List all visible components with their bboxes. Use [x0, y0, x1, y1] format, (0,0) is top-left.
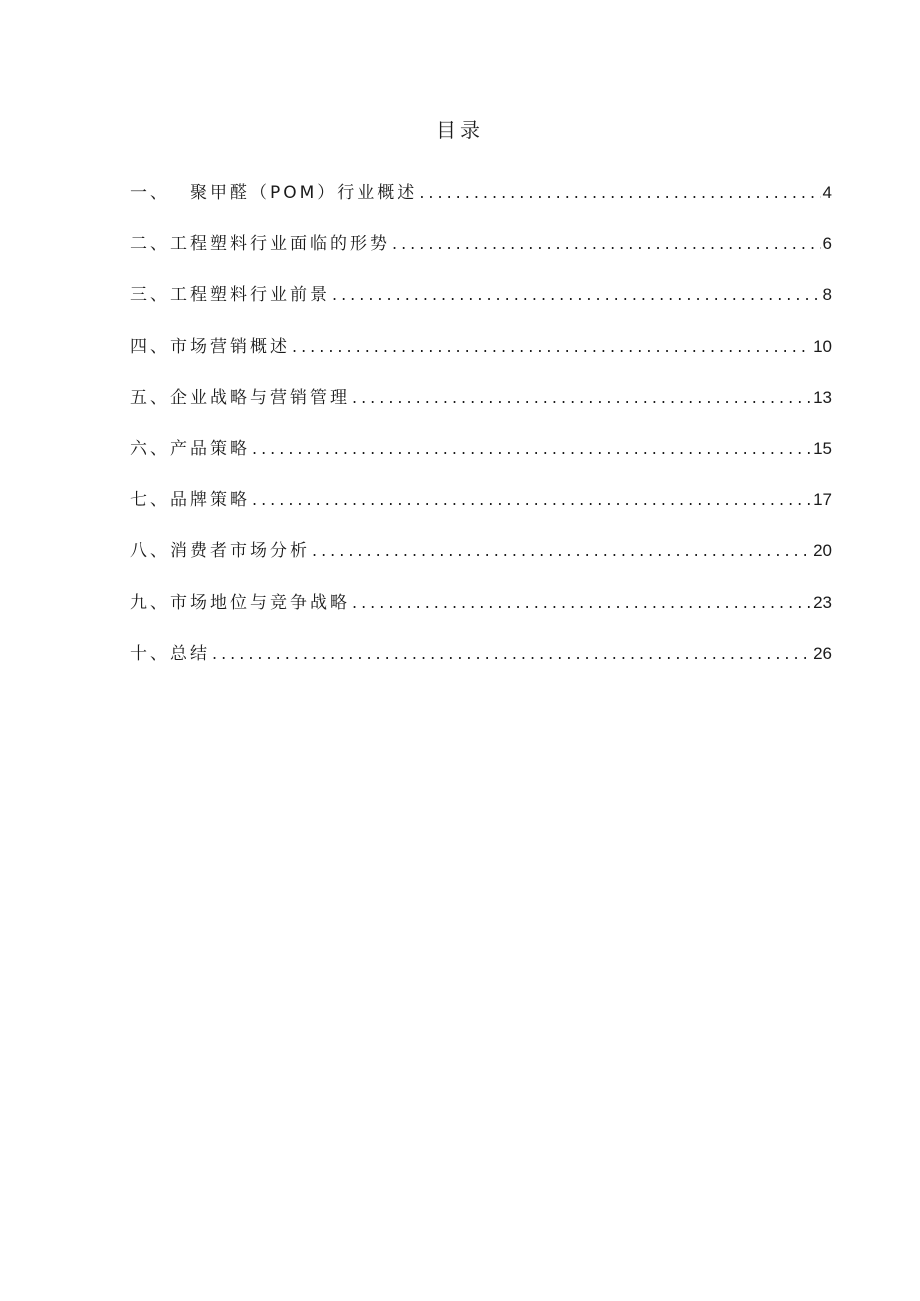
toc-entry[interactable]	[130, 227, 832, 278]
toc-entry-number: 七、	[130, 490, 170, 511]
toc-dot-leader	[252, 483, 811, 517]
toc-entry-number: 八、	[130, 541, 170, 562]
toc-entry-label: 市场营销概述	[170, 336, 290, 357]
toc-entry-label: 企业战略与营销管理	[170, 387, 350, 408]
toc-entry-page: 23	[813, 592, 832, 612]
toc-entry-label: 产品策略	[170, 438, 250, 459]
toc-entry[interactable]	[130, 330, 832, 381]
toc-entry-page: 6	[822, 234, 832, 254]
toc-entry-label: 品牌策略	[170, 490, 250, 511]
toc-entry[interactable]	[130, 278, 832, 329]
toc-entry[interactable]	[130, 483, 832, 534]
table-of-contents	[130, 176, 832, 688]
toc-dot-leader	[252, 432, 811, 466]
toc-entry-number: 三、	[130, 285, 170, 306]
toc-entry[interactable]	[130, 534, 832, 585]
toc-dot-leader	[312, 534, 811, 568]
toc-entry-page: 13	[813, 387, 832, 407]
toc-entry-number: 四、	[130, 336, 170, 357]
toc-dot-leader	[352, 586, 811, 620]
toc-entry-page: 17	[813, 490, 832, 510]
toc-entry[interactable]	[130, 432, 832, 483]
toc-entry-label: 工程塑料行业前景	[170, 285, 330, 306]
toc-dot-leader	[212, 637, 811, 671]
toc-entry-label: 聚甲醛（POM）行业概述	[190, 183, 418, 203]
toc-dot-leader	[352, 381, 811, 415]
toc-entry-number: 二、	[130, 234, 170, 255]
toc-entry-label: 工程塑料行业面临的形势	[170, 234, 390, 255]
toc-dot-leader	[332, 278, 821, 312]
toc-dot-leader	[392, 227, 821, 261]
toc-entry-page: 15	[813, 438, 832, 458]
toc-entry[interactable]	[130, 586, 832, 637]
toc-entry-label: 消费者市场分析	[170, 541, 310, 562]
toc-entry-page: 20	[813, 541, 832, 561]
toc-dot-leader	[419, 176, 820, 210]
toc-entry-page: 10	[813, 336, 832, 356]
toc-entry-number: 十、	[130, 643, 170, 664]
toc-entry[interactable]	[130, 381, 832, 432]
toc-entry-label: 市场地位与竞争战略	[170, 592, 350, 613]
toc-entry-page: 26	[813, 643, 832, 663]
toc-entry-label: 总结	[170, 643, 210, 664]
toc-entry[interactable]	[130, 176, 832, 227]
toc-entry-number: 一、	[130, 183, 170, 203]
toc-entry-number: 六、	[130, 438, 170, 459]
toc-entry[interactable]	[130, 637, 832, 688]
toc-title: 目录	[436, 118, 484, 142]
toc-entry-number: 九、	[130, 592, 170, 613]
toc-dot-leader	[292, 330, 811, 364]
toc-entry-page: 4	[822, 183, 832, 202]
toc-entry-number: 五、	[130, 387, 170, 408]
toc-entry-page: 8	[822, 285, 832, 305]
